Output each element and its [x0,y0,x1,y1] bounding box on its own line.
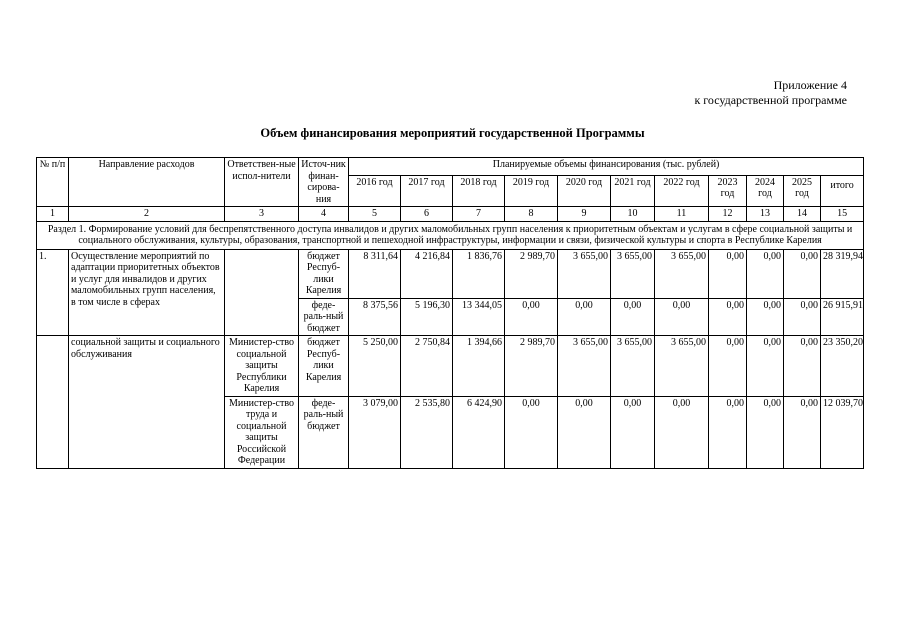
total-cell: 28 319,94 [821,249,864,298]
value-cell: 3 655,00 [611,249,655,298]
value-cell: 0,00 [709,396,747,468]
column-number: 15 [821,207,864,222]
column-number: 10 [611,207,655,222]
total-cell: 26 915,91 [821,298,864,336]
value-cell: 0,00 [747,336,784,397]
column-number: 4 [299,207,349,222]
value-cell: 0,00 [558,298,611,336]
value-cell: 5 250,00 [349,336,401,397]
row-source: феде-раль-ный бюджет [299,396,349,468]
appendix-note [694,78,847,108]
value-cell: 2 989,70 [505,249,558,298]
appendix-line-1: Приложение 4 [773,78,847,92]
header-year: 2021 год [611,175,655,206]
column-number: 13 [747,207,784,222]
header-year: 2023 год [709,175,747,206]
value-cell: 0,00 [611,298,655,336]
header-direction: Направление расходов [69,158,225,207]
value-cell: 0,00 [655,298,709,336]
table-row [37,336,864,397]
header-year: 2018 год [453,175,505,206]
row-direction: социальной защиты и социального обслуживания [69,336,225,469]
column-number: 7 [453,207,505,222]
value-cell: 0,00 [747,249,784,298]
value-cell: 8 375,56 [349,298,401,336]
value-cell: 2 989,70 [505,336,558,397]
header-planned: Планируемые объемы финансирования (тыс. рублей) [349,158,864,176]
table-row [37,249,864,298]
header-year: 2017 год [401,175,453,206]
value-cell: 2 535,80 [401,396,453,468]
column-number: 8 [505,207,558,222]
value-cell: 0,00 [655,396,709,468]
header-total: итого [821,175,864,206]
column-number: 6 [401,207,453,222]
appendix-line-2: к государственной программе [694,93,847,107]
column-number: 9 [558,207,611,222]
value-cell: 13 344,05 [453,298,505,336]
value-cell: 1 836,76 [453,249,505,298]
value-cell: 0,00 [505,298,558,336]
value-cell: 8 311,64 [349,249,401,298]
section-title: Раздел 1. Формирование условий для беспрепятственного доступа инвалидов и других маломобильных групп населения к приоритетным объектам и услугам в сфере социальной защиты и социального обслуживания, культуры, образования, транспортной и пешеходной инфраструктуры, информации и связи, физической культуры и спорта в Республике Карелия [37,221,864,249]
section-row [37,221,864,249]
value-cell: 6 424,90 [453,396,505,468]
row-source: феде-раль-ный бюджет [299,298,349,336]
row-source: бюджет Респуб-лики Карелия [299,249,349,298]
column-number: 12 [709,207,747,222]
value-cell: 0,00 [747,298,784,336]
value-cell: 3 655,00 [611,336,655,397]
value-cell: 1 394,66 [453,336,505,397]
row-responsible [225,249,299,336]
value-cell: 0,00 [784,298,821,336]
column-number: 2 [69,207,225,222]
header-num: № п/п [37,158,69,207]
row-number: 1. [37,249,69,336]
column-number: 1 [37,207,69,222]
column-number-row [37,207,864,222]
value-cell: 0,00 [784,396,821,468]
value-cell: 0,00 [505,396,558,468]
value-cell: 5 196,30 [401,298,453,336]
header-row-1 [37,158,864,176]
document-title: Объем финансирования мероприятий государственной Программы [260,126,645,140]
value-cell: 3 655,00 [558,249,611,298]
value-cell: 0,00 [784,336,821,397]
header-year: 2020 год [558,175,611,206]
value-cell: 4 216,84 [401,249,453,298]
row-responsible: Министер-ство труда и социальной защиты Российской Федерации [225,396,299,468]
total-cell: 23 350,20 [821,336,864,397]
row-responsible: Министер-ство социальной защиты Республики Карелия [225,336,299,397]
value-cell: 3 079,00 [349,396,401,468]
column-number: 14 [784,207,821,222]
value-cell: 0,00 [558,396,611,468]
financing-table [36,157,864,469]
value-cell: 0,00 [709,298,747,336]
value-cell: 0,00 [709,336,747,397]
row-direction: Осуществление мероприятий по адаптации приоритетных объектов и услуг для инвалидов и других маломобильных групп населения, в том числе в сферах [69,249,225,336]
value-cell: 3 655,00 [558,336,611,397]
value-cell: 3 655,00 [655,336,709,397]
column-number: 3 [225,207,299,222]
header-source: Источ-ник финан-сирова-ния [299,158,349,207]
header-year: 2025 год [784,175,821,206]
value-cell: 2 750,84 [401,336,453,397]
header-year: 2022 год [655,175,709,206]
header-year: 2016 год [349,175,401,206]
value-cell: 3 655,00 [655,249,709,298]
column-number: 11 [655,207,709,222]
total-cell: 12 039,70 [821,396,864,468]
row-source: бюджет Респуб-лики Карелия [299,336,349,397]
value-cell: 0,00 [784,249,821,298]
value-cell: 0,00 [747,396,784,468]
value-cell: 0,00 [709,249,747,298]
header-responsible: Ответствен-ные испол-нители [225,158,299,207]
header-year: 2024 год [747,175,784,206]
header-year: 2019 год [505,175,558,206]
value-cell: 0,00 [611,396,655,468]
row-number [37,336,69,469]
column-number: 5 [349,207,401,222]
